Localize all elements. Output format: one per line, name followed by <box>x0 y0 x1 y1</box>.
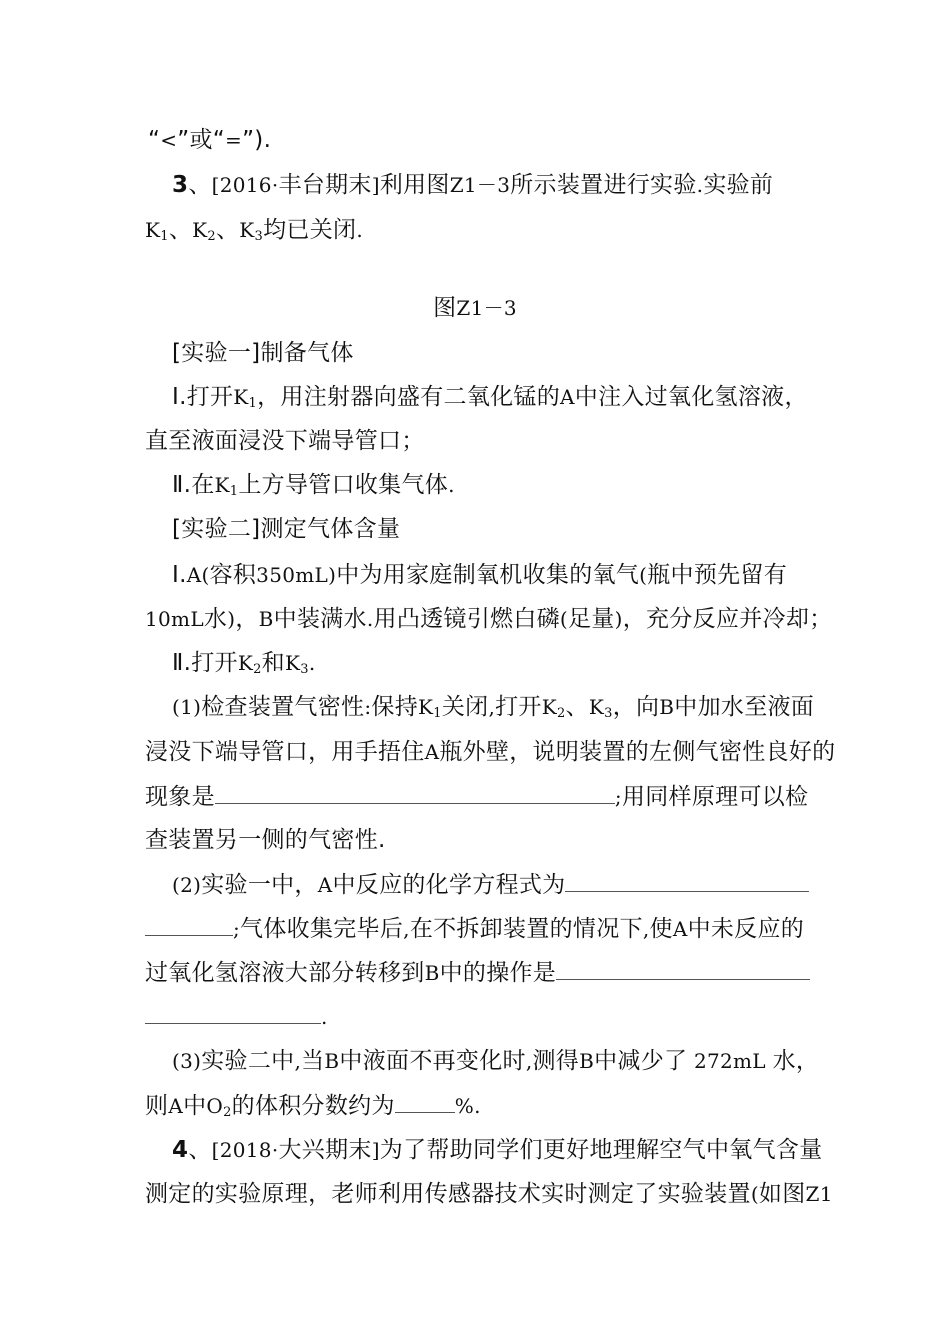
text-line-1: “<”或“=”). <box>148 127 272 153</box>
answer-blank[interactable] <box>145 913 233 936</box>
experiment-1-step-1-line-1: Ⅰ.打开$K_1$，用注射器向盛有二氧化锰的A中注入过氧化氢溶液， <box>172 384 808 411</box>
sub-question-1-line-1: (1)检查装置气密性:保持$K_1$关闭,打开$K_2$、$K_3$，向B中加水至液面 <box>172 694 815 721</box>
sub-question-1-line-3: 现象是 ;用同样原理可以检 <box>145 781 808 811</box>
answer-blank[interactable] <box>145 1001 321 1024</box>
sub-question-1-line-4: 查装置另一侧的气密性. <box>145 827 386 853</box>
sub-question-3-line-2: 则A中$O_2$的体积分数约为 %. <box>145 1090 481 1120</box>
question-4-line-1: 4、[2018·大兴期末]为了帮助同学们更好地理解空气中氧气含量 <box>172 1137 823 1163</box>
sub-question-1-line-2: 浸没下端导管口，用手捂住A瓶外壁，说明装置的左侧气密性良好的 <box>145 739 836 765</box>
answer-blank[interactable] <box>556 957 810 980</box>
question-4-line-2: 测定的实验原理，老师利用传感器技术实时测定了实验装置(如图Z1 <box>145 1181 833 1207</box>
question-3-line-2: $K_1$、$K_2$、$K_3$均已关闭. <box>145 217 363 244</box>
sub-question-2-line-2: ;气体收集完毕后,在不拆卸装置的情况下,使A中未反应的 <box>145 913 804 943</box>
experiment-2-step-1-line-1: Ⅰ.A(容积350mL)中为用家庭制氧机收集的氧气(瓶中预先留有 <box>172 562 788 588</box>
figure-caption: 图Z1－3 <box>433 295 517 321</box>
experiment-2-heading: [实验二]测定气体含量 <box>172 516 401 542</box>
experiment-2-step-2: Ⅱ.打开$K_2$和$K_3$. <box>172 650 316 677</box>
answer-blank[interactable] <box>565 869 809 892</box>
sub-question-2-line-1: (2)实验一中，A中反应的化学方程式为 <box>172 869 809 899</box>
sub-question-2-line-3: 过氧化氢溶液大部分转移到B中的操作是 <box>145 957 810 987</box>
experiment-2-step-1-line-2: 10mL水)，B中装满水.用凸透镜引燃白磷(足量)，充分反应并冷却； <box>145 606 833 632</box>
experiment-1-step-1-line-2: 直至液面浸没下端导管口； <box>145 428 425 454</box>
sub-question-3-line-1: (3)实验二中,当B中液面不再变化时,测得B中减少了 272mL 水， <box>172 1048 820 1074</box>
sub-question-2-line-4: . <box>145 1001 328 1031</box>
experiment-1-step-2: Ⅱ.在$K_1$上方导管口收集气体. <box>172 472 455 499</box>
answer-blank[interactable] <box>215 781 615 804</box>
question-3-line-1: 3、[2016·丰台期末]利用图Z1－3所示装置进行实验.实验前 <box>172 172 774 198</box>
answer-blank[interactable] <box>395 1090 455 1113</box>
experiment-1-heading: [实验一]制备气体 <box>172 340 354 366</box>
